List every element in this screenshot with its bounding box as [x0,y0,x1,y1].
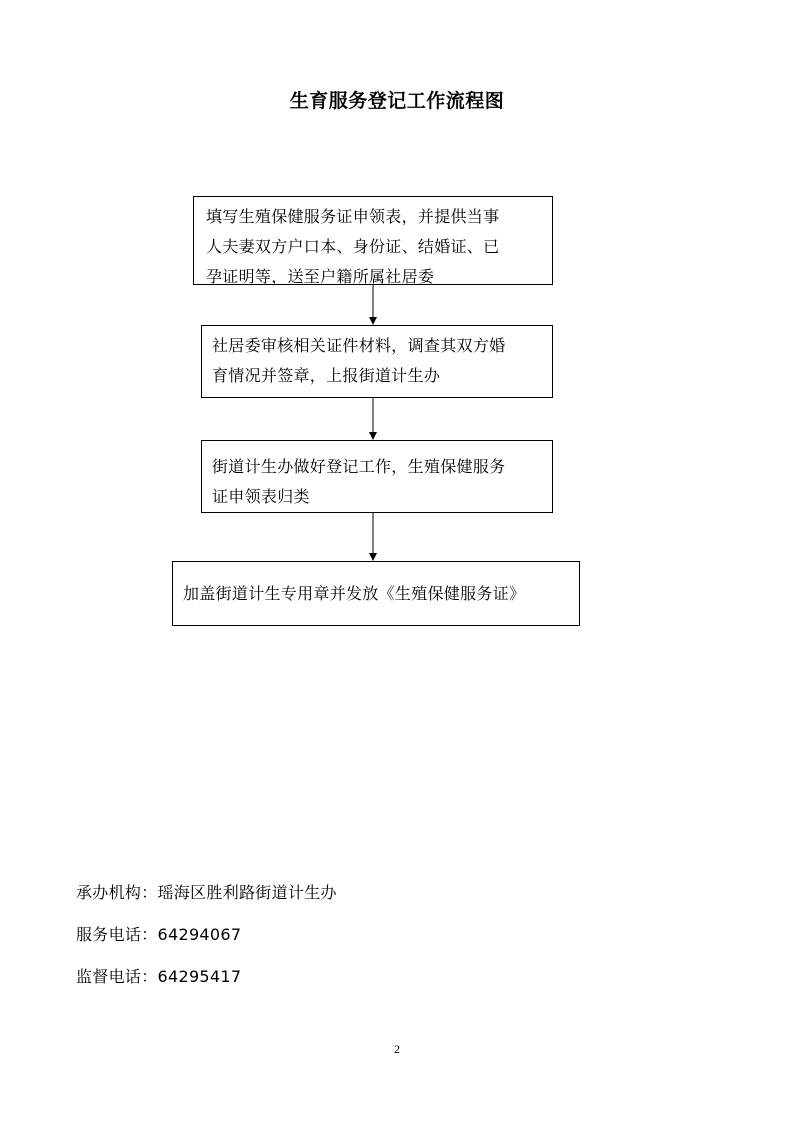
supervision-phone: 监督电话：64295417 [76,967,242,986]
flow-step-4 [172,561,580,626]
page-number: 2 [394,1042,400,1056]
responsible-org: 承办机构：瑶海区胜利路街道计生办 [76,883,337,902]
flow-step-2-text: 社居委审核相关证件材料，调查其双方婚 育情况并签章，上报街道计生办 [212,336,506,385]
flow-step-2 [201,325,553,398]
arrow-2-to-3 [369,398,377,440]
page-title: 生育服务登记工作流程图 [289,90,505,112]
flow-step-4-text: 加盖街道计生专用章并发放《生殖保健服务证》 [183,584,526,603]
flow-step-1 [193,196,553,285]
flow-step-1-text: 填写生殖保健服务证申领表，并提供当事 人夫妻双方户口本、身份证、结婚证、已 孕证明等，送至户籍所属社居委 [206,207,500,286]
service-phone: 服务电话：64294067 [76,925,242,944]
arrow-3-to-4 [369,513,377,561]
flow-step-3-text: 街道计生办做好登记工作，生殖保健服务 证申领表归类 [212,457,506,506]
flow-step-3 [201,440,553,513]
